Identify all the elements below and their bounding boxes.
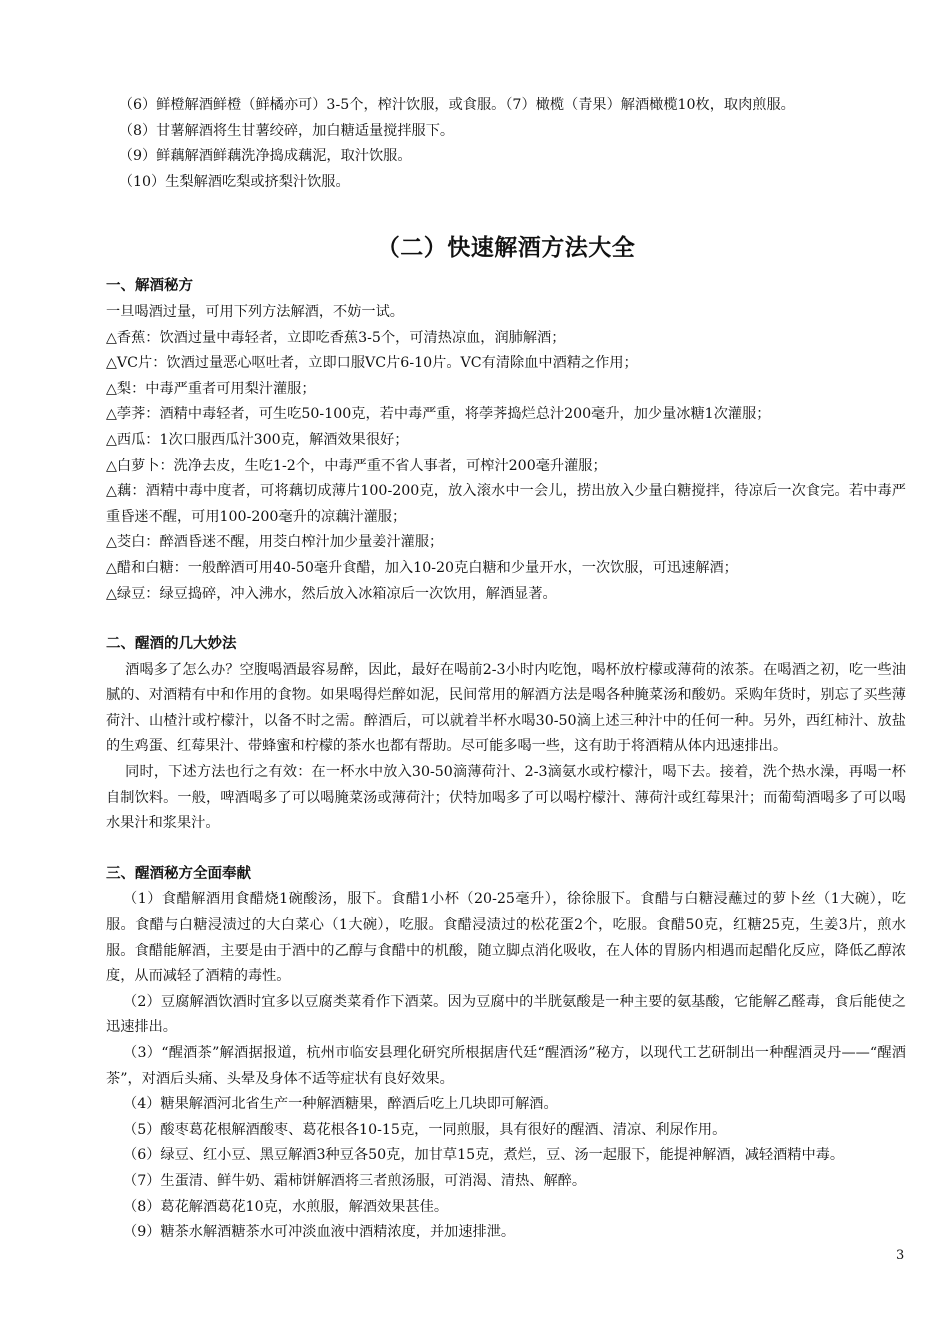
- spacer: [106, 837, 906, 862]
- remedy-item: △西瓜：1次口服西瓜汁300克，解酒效果很好；: [106, 431, 409, 448]
- section-2-heading: 二、醒酒的几大妙法: [106, 636, 237, 653]
- section-1-intro: 一旦喝酒过量，可用下列方法解酒，不妨一试。: [106, 303, 404, 320]
- remedy-item: △醋和白糖：一般醉酒可用40-50毫升食醋，加入10-20克白糖和少量开水，一次饮服，可迅速解酒；: [106, 559, 738, 576]
- sober-item: （6）绿豆、红小豆、黑豆解酒3种豆各50克，加甘草15克，煮烂，豆、汤一起服下，能提神解酒，减轻酒精中毒。: [123, 1147, 845, 1164]
- remedy-item: △荸荠：酒精中毒轻者，可生吃50-100克，若中毒严重，将荸荠捣烂总汁200毫升，加少量冰糖1次灌服；: [106, 406, 771, 423]
- sober-item: （9）糖茶水解酒糖茶水可冲淡血液中酒精浓度，并加速排泄。: [123, 1224, 516, 1241]
- remedy-item: △VC片：饮酒过量恶心呕吐者，立即口服VC片6-10片。VC有清除血中酒精之作用；: [106, 355, 638, 372]
- section-title: （二）快速解酒方法大全: [376, 235, 636, 262]
- sober-item: （3）“醒酒茶”解酒据报道，杭州市临安县理化研究所根据唐代廷“醒酒汤”秘方，以现代工艺研制出一种醒酒灵丹——“醒酒茶”，对酒后头痛、头晕及身体不适等症状有良好效果。: [106, 1045, 906, 1087]
- sober-item: （2）豆腐解酒饮酒时宜多以豆腐类菜肴作下酒菜。因为豆腐中的半胱氨酸是一种主要的氨基酸，它能解乙醛毒，食后能使之迅速排出。: [106, 993, 906, 1036]
- sober-item: （5）酸枣葛花根解酒酸枣、葛花根各10-15克，一同煎服，具有很好的醒酒、清凉、利尿作用。: [123, 1121, 727, 1138]
- spacer: [106, 607, 906, 632]
- intro-item: （8）甘薯解酒将生甘薯绞碎，加白糖适量搅拌服下。: [118, 122, 455, 139]
- page-number: 3: [896, 1248, 905, 1263]
- remedy-item: △茭白：醉酒昏迷不醒，用茭白榨汁加少量姜汁灌服；: [106, 534, 444, 551]
- section-3-heading: 三、醒酒秘方全面奉献: [106, 865, 251, 882]
- section-2-paragraph: 同时，下述方法也行之有效：在一杯水中放入30-50滴薄荷汁、2-3滴氨水或柠檬汁，喝下去。接着，洗个热水澡，再喝一杯自制饮料。一般，啤酒喝多了可以喝腌菜汤或薄荷汁；伏特加喝多了可以喝柠檬汁、薄荷汁或红莓果汁；而葡萄酒喝多了可以喝水果汁和浆果汁。: [106, 764, 906, 832]
- intro-item: （10）生梨解酒吃梨或挤梨汁饮服。: [118, 173, 350, 190]
- page-content: [106, 93, 906, 1246]
- section-1-heading: 一、解酒秘方: [106, 278, 193, 295]
- intro-item: （9）鲜藕解酒鲜藕洗净捣成藕泥，取汁饮服。: [118, 148, 412, 165]
- remedy-item: △绿豆：绿豆捣碎，冲入沸水，然后放入冰箱凉后一次饮用，解酒显著。: [106, 585, 557, 602]
- sober-item: （4）糖果解酒河北省生产一种解酒糖果，醉酒后吃上几块即可解酒。: [123, 1096, 558, 1113]
- intro-item: （6）鲜橙解酒鲜橙（鲜橘亦可）3-5个，榨汁饮服，或食服。（7）橄榄（青果）解酒橄榄10枚，取肉煎服。: [118, 97, 795, 113]
- remedy-item: △白萝卜：洗净去皮，生吃1-2个，中毒严重不省人事者，可榨汁200毫升灌服；: [106, 457, 607, 474]
- sober-item: （7）生蛋清、鲜牛奶、霜柿饼解酒将三者煎汤服，可消渴、清热、解醉。: [123, 1172, 587, 1189]
- sober-item: （8）葛花解酒葛花10克，水煎服，解酒效果甚佳。: [123, 1198, 449, 1215]
- remedy-item: △梨：中毒严重者可用梨汁灌服；: [106, 380, 316, 397]
- intro-list: [106, 93, 906, 195]
- sober-item: （1）食醋解酒用食醋烧1碗酸汤，服下。食醋1小杯（20-25毫升），徐徐服下。食醋与白糖浸蘸过的萝卜丝（1大碗），吃服。食醋与白糖浸渍过的大白菜心（1大碗），吃服。食醋浸渍过的松花蛋2个，吃服。食醋50克，红糖25克，生姜3片，煎水服。食醋能解酒，主要是由于酒中的乙醇与食醋中的机酸，随立脚点消化吸收，在人体的胃肠内相遇而起醋化反应，降低乙醇浓度，从而减轻了酒精的毒性。: [106, 891, 906, 985]
- section-2-paragraph: 酒喝多了怎么办？空腹喝酒最容易醉，因此，最好在喝前2-3小时内吃饱，喝杯放柠檬或薄荷的浓茶。在喝酒之初，吃一些油腻的、对酒精有中和作用的食物。如果喝得烂醉如泥，民间常用的解酒方法是喝各种腌菜汤和酸奶。采购年货时，别忘了买些薄荷汁、山楂汁或柠檬汁，以备不时之需。醉酒后，可以就着半杯水喝30-50滴上述三种汁中的任何一种。另外，西红柿汁、放盐的生鸡蛋、红莓果汁、带蜂蜜和柠檬的茶水也都有帮助。尽可能多喝一些，这有助于将酒精从体内迅速排出。: [106, 661, 906, 755]
- remedy-item: △藕：酒精中毒中度者，可将藕切成薄片100-200克，放入滚水中一会儿，捞出放入少量白糖搅拌，待凉后一次食完。若中毒严重昏迷不醒，可用100-200毫升的凉藕汁灌服；: [106, 483, 906, 525]
- remedy-item: △香蕉：饮酒过量中毒轻者，立即吃香蕉3-5个，可清热凉血，润肺解酒；: [106, 329, 566, 346]
